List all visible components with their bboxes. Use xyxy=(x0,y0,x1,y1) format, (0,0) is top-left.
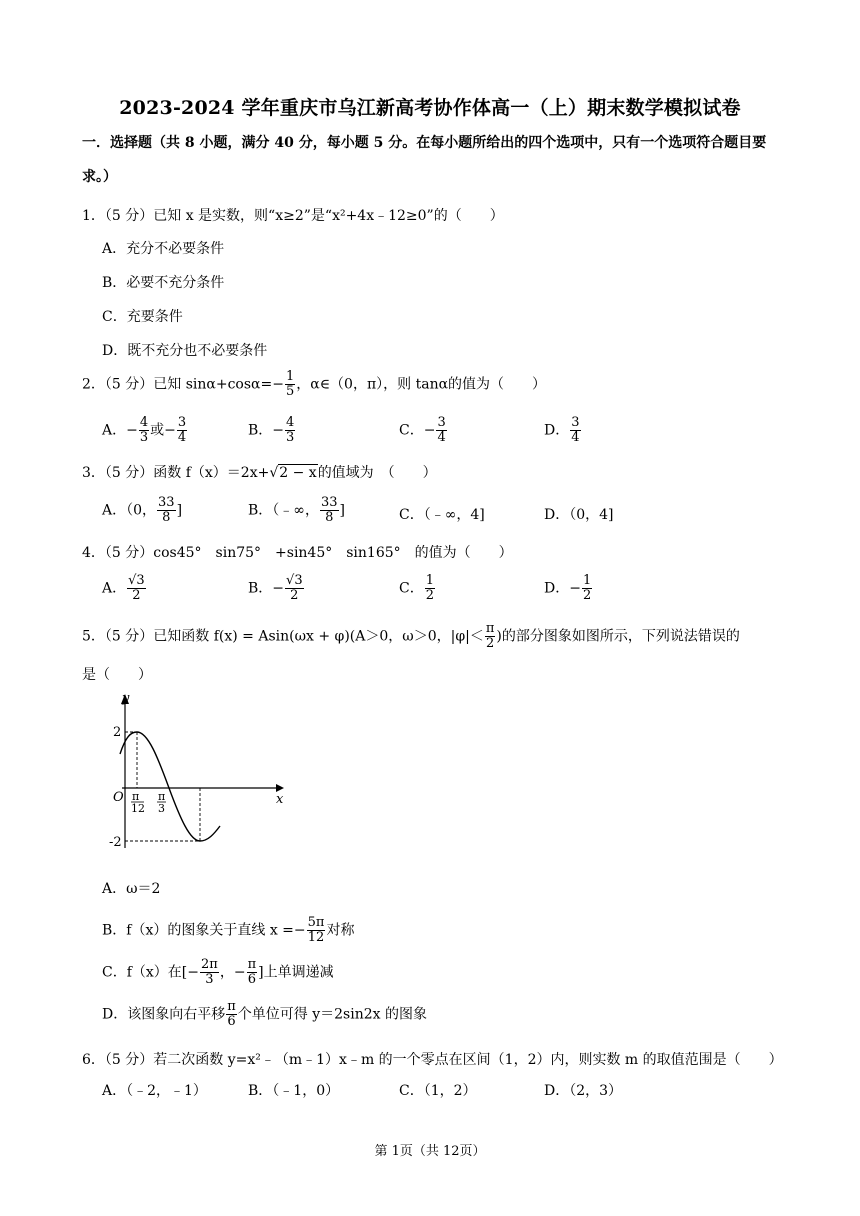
sine-graph-figure xyxy=(100,688,290,858)
question-6-option-b: B．（﹣1，0） xyxy=(248,1083,340,1099)
origin-label: O xyxy=(113,790,124,805)
minus-sign: − xyxy=(272,376,284,393)
x-tick-pi3-num: π xyxy=(158,790,166,803)
question-3-stem: 3．（5 分）函数 f（x）＝2x+√2 − x的值域为 （ ） xyxy=(82,465,437,481)
fraction: $\frac{1}{5}$ xyxy=(285,369,295,399)
question-6-stem: 6．（5 分）若二次函数 y=x²﹣（m﹣1）x﹣m 的一个零点在区间（1，2）内，则实数 m 的取值范围是（ ） xyxy=(82,1052,783,1068)
x-tick-pi3-den: 3 xyxy=(158,802,165,815)
page-title: 2023-2024 学年重庆市乌江新高考协作体高一（上）期末数学模拟试卷 xyxy=(119,97,741,119)
question-4-option-d: D．− $\frac{1}{2}$ xyxy=(544,573,592,603)
question-5-option-d: D．该图象向右平移 $\frac{\pi}{6}$ 个单位可得 y＝2sin2x 的图象 xyxy=(102,999,427,1029)
question-3-options xyxy=(102,496,782,532)
question-2-options xyxy=(102,416,782,452)
sqrt-expression: √2 − x xyxy=(269,465,317,481)
question-1-option-a: A．充分不必要条件 xyxy=(102,241,225,257)
question-3-option-d: D．（0，4] xyxy=(544,507,614,523)
y-tick-neg2: -2 xyxy=(109,835,122,850)
question-1-option-c: C．充要条件 xyxy=(102,309,183,325)
question-2-stem xyxy=(82,370,546,399)
question-5-option-b: B．f（x）的图象关于直线 x =− $\frac{5\pi}{12}$ 对称 xyxy=(102,915,355,945)
x-tick-pi12-den: 12 xyxy=(131,802,145,815)
y-axis-label: y xyxy=(122,691,130,706)
question-2-option-d: D． $\frac{3}{4}$ xyxy=(544,415,580,445)
question-6-option-a: A．（﹣2，﹣1） xyxy=(102,1083,207,1099)
question-5-stem-line2: 是（ ） xyxy=(82,667,152,683)
question-2-option-c: C．− $\frac{3}{4}$ xyxy=(399,415,446,445)
question-6-option-d: D．（2，3） xyxy=(544,1083,623,1099)
question-3-option-b: B．（﹣∞， $\frac{33}{8}$ ] xyxy=(248,495,345,525)
x-tick-pi12-num: π xyxy=(132,790,140,803)
question-2-stem-suffix: ，α∈（0，π），则 tanα的值为（ ） xyxy=(296,376,547,393)
question-2-option-b: B．− $\frac{4}{3}$ xyxy=(248,415,295,445)
page-footer: 第 1页（共 12页） xyxy=(374,1144,486,1159)
question-5-option-c: C．f（x）在[− $\frac{2\pi}{3}$ ，− $\frac{\pi}{6}$ ]上单调递减 xyxy=(102,957,334,987)
y-tick-2: 2 xyxy=(113,725,122,740)
question-3-option-c: C．（﹣∞，4] xyxy=(399,507,485,523)
question-2-stem-prefix: 2．（5 分）已知 sinα+cosα= xyxy=(82,376,273,393)
question-1-option-d: D．既不充分也不必要条件 xyxy=(102,343,268,359)
question-3-option-a: A．（0， $\frac{33}{8}$ ] xyxy=(102,495,183,525)
question-4-stem: 4．（5 分）cos45° sin75° +sin45° sin165° 的值为（ ） xyxy=(82,545,513,561)
question-1-stem: 1．（5 分）已知 x 是实数，则“x≥2”是“x²+4x﹣12≥0”的（ ） xyxy=(82,208,504,224)
question-5-stem: 5．（5 分）已知函数 f(x) = Asin(ωx + φ)(A＞0，ω＞0，|φ|＜ $\frac{\pi}{2}$ )的部分图象如图所示，下列说法错误的 xyxy=(82,621,740,651)
question-4-options xyxy=(102,574,782,610)
x-axis-arrow xyxy=(276,784,284,792)
question-1-option-b: B．必要不充分条件 xyxy=(102,275,225,291)
x-axis-label: x xyxy=(276,792,284,807)
question-6-option-c: C．（1，2） xyxy=(399,1083,477,1099)
question-6-options xyxy=(102,1080,782,1116)
question-4-option-a: A． $\frac{√3}{2}$ xyxy=(102,573,145,603)
sine-curve xyxy=(120,732,220,841)
question-5-option-a: A．ω＝2 xyxy=(102,881,161,897)
question-2-option-a: A．− $\frac{4}{3}$ 或− $\frac{3}{4}$ xyxy=(102,415,187,445)
section-header: 一．选择题（共 8 小题，满分 40 分，每小题 5 分。在每小题所给出的四个选项中，只有一个选项符合题目要求。） xyxy=(82,135,767,185)
question-4-option-c: C． $\frac{1}{2}$ xyxy=(399,573,434,603)
question-4-option-b: B．− $\frac{√3}{2}$ xyxy=(248,573,303,603)
